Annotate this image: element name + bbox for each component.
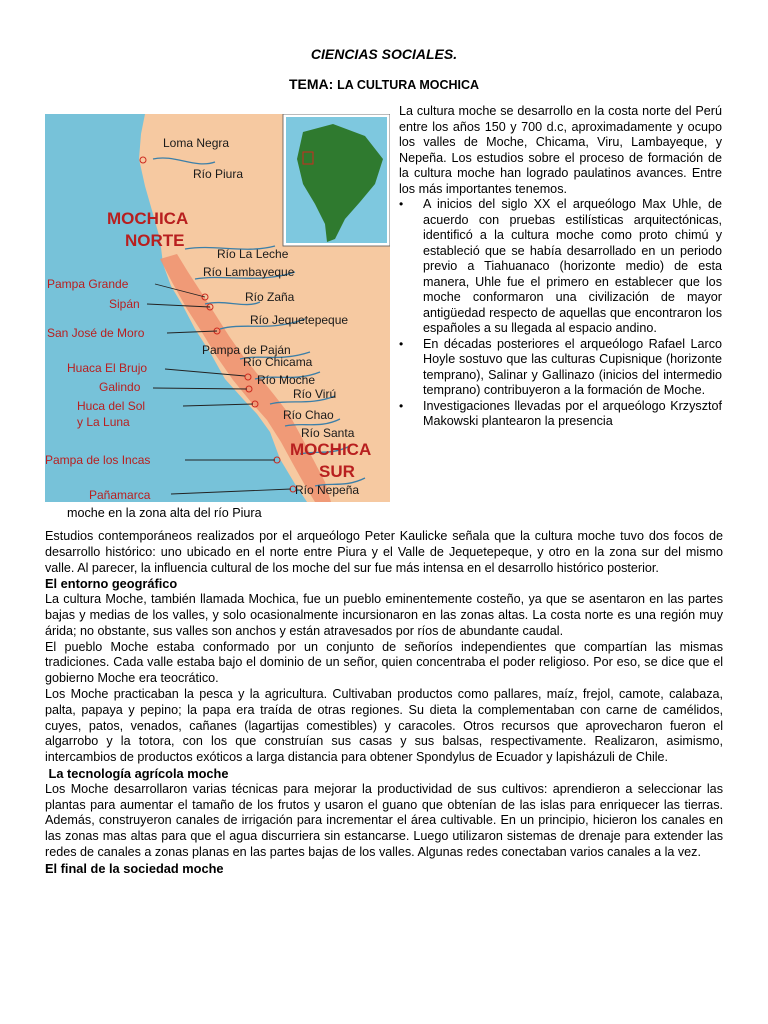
paragraph: La cultura Moche, también llamada Mochica, fue un pueblo eminentemente costeño, ya que se asentaron en las partes bajas y medias de los valles, y solo ocasionalmente incursionaron en las zonas altas. La costa norte es una región muy árida; no obstante, sus valles son anchos y están atravesados por ríos de abundante caudal. — [45, 592, 723, 638]
list-item-text: En décadas posteriores el arqueólogo Rafael Larco Hoyle sostuvo que las culturas Cupisnique (horizonte temprano), Salinar y Gallinazo (inicios del intermedio temprano) contribuyeron a la formación de Moche. — [423, 336, 722, 397]
label-rio-nepena: Río Nepeña — [295, 483, 360, 497]
research-list — [399, 197, 722, 430]
label-panamarca: Pañamarca — [89, 488, 151, 502]
list-item — [399, 337, 722, 399]
label-mochica-sur-1: MOCHICA — [290, 440, 372, 459]
list-item-text: A inicios del siglo XX el arqueólogo Max Uhle, de acuerdo con pruebas estilísticas arquitectónicas, identificó a la cultura moche como proto chimú y estableció que se había desarrollado en un periodo previo a Tiahuanaco (horizonte medio) de esta manera, Uhle fue el primero en establecer que los moche conformaron una civilización de mayor antigüedad respecto de aquellas que encontraron los españoles a su llegada al espacio andino. — [423, 197, 722, 335]
label-pampa-grande: Pampa Grande — [47, 277, 129, 291]
label-huaca-del-sol: Huca del Sol — [77, 399, 146, 413]
label-huaca-el-brujo: Huaca El Brujo — [67, 361, 148, 375]
paragraph: Los Moche practicaban la pesca y la agricultura. Cultivaban productos como pallares, maíz, frejol, camote, calabaza, palta, papaya y pepino; la papa era traída de otras regiones. Su dieta la complementaban con carne de camélidos, cuyes, patos, venados, cañanes (lagartijas comestibles) y caracoles. Otros recursos que aprovecharon fueron el algarrobo y la totora, con los que construían sus casas y sus balsas, respectivamente. Realizaron, asimismo, intercambios de productos exóticos a larga distancia para obtener Spondylus de Ecuador y lapisházuli de Chile. — [45, 686, 723, 765]
label-mochica-norte-2: NORTE — [125, 231, 185, 250]
label-san-jose-de-moro: San José de Moro — [47, 326, 145, 340]
label-rio-chao: Río Chao — [283, 408, 334, 422]
top-section — [45, 104, 723, 529]
label-galindo: Galindo — [99, 380, 141, 394]
document — [45, 40, 723, 877]
body-text — [45, 529, 723, 877]
paragraph: El pueblo Moche estaba conformado por un conjunto de señoríos independientes que compartían las mismas tradiciones. Cada valle estaba bajo el dominio de un señor, quien concentraba el poder religioso. Por eso, se dice que el gobierno Moche era teocrático. — [45, 639, 723, 686]
list-item-text: Investigaciones llevadas por el arqueólogo Krzysztof Makowski plantearon la presencia — [423, 398, 722, 428]
label-pampa-de-pajan: Pampa de Paján — [202, 343, 291, 357]
section-heading: El final de la sociedad moche — [45, 860, 224, 876]
inset-map — [283, 114, 390, 246]
mochica-map — [45, 114, 390, 502]
label-rio-jequetepeque: Río Jequetepeque — [250, 313, 349, 327]
paragraph: Estudios contemporáneos realizados por el arqueólogo Peter Kaulicke señala que la cultura moche tuvo dos focos de desarrollo histórico: uno ubicado en el norte entre Piura y el Valle de Jequetepeque, y otro en la zona sur del mismo valle. Al parecer, la influencia cultural de los moche del sur fue más intensa en el desarrollo histórico posterior. — [45, 529, 723, 575]
label-rio-piura: Río Piura — [193, 167, 244, 181]
label-rio-moche: Río Moche — [257, 373, 316, 387]
list-item — [399, 197, 722, 337]
bullet-icon: • — [399, 336, 404, 351]
label-sipan: Sipán — [109, 297, 140, 311]
label-rio-zana: Río Zaña — [245, 290, 295, 304]
topic-label: TEMA: — [288, 76, 334, 92]
label-rio-lambayeque: Río Lambayeque — [203, 265, 295, 279]
section-heading: La tecnología agrícola moche — [45, 765, 229, 781]
label-mochica-norte-1: MOCHICA — [107, 209, 189, 228]
section-heading: El entorno geográfico — [45, 576, 178, 592]
paragraph: Los Moche desarrollaron varias técnicas para mejorar la productividad de sus cultivos: aprendieron a seleccionar las plantas para aumentar el tamaño de los frutos y usaron el guano que obtenían de las islas para enriquecer las tierras. Además, construyeron canales de irrigación para incrementar el área cultivable. En un principio, hicieron los canales en las zonas mas altas para que el agua discurriera sin estancarse. Luego utilizaron sistemas de drenaje para extender las redes de canales a zonas planas en las partes bajas de los valles. Algunas redes conectaban varios canales a la vez. — [45, 781, 723, 859]
bullet-continuation: moche en la zona alta del río Piura — [67, 506, 262, 520]
label-rio-chicama: Río Chicama — [243, 355, 313, 369]
topic-title: LA CULTURA MOCHICA — [337, 78, 480, 92]
bullet-icon: • — [399, 197, 404, 211]
label-pampa-de-los-incas: Pampa de los Incas — [45, 453, 151, 467]
label-mochica-sur-2: SUR — [319, 462, 355, 481]
bullet-icon: • — [399, 398, 404, 413]
list-item — [399, 399, 722, 430]
label-rio-la-leche: Río La Leche — [217, 247, 289, 261]
label-loma-negra: Loma Negra — [163, 136, 230, 150]
subject-heading: CIENCIAS SOCIALES. — [310, 46, 458, 62]
label-rio-santa: Río Santa — [301, 426, 355, 440]
topic-heading — [45, 76, 723, 92]
intro-paragraph: La cultura moche se desarrollo en la costa norte del Perú entre los años 150 y 700 d.c, aproximadamente y ocupo los valles de Moche, Chicama, Viru, Lambayeque, y Nepeña. Los estudios sobre el proceso de formación de la cultura moche han logrado paulatinos avances. Entre los más importantes tenemos. — [399, 104, 722, 196]
label-rio-viru: Río Virú — [293, 387, 337, 401]
intro-column — [399, 104, 722, 430]
label-y-la-luna: y La Luna — [77, 415, 130, 429]
